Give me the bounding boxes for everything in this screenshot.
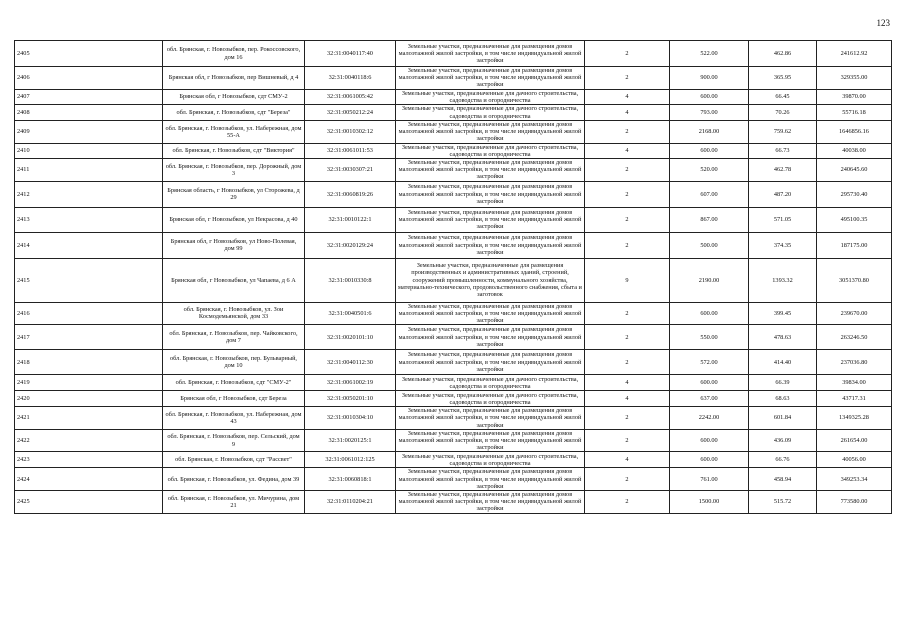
- area-cell: 522.00: [670, 41, 749, 67]
- area-cell: 900.00: [670, 67, 749, 90]
- cadastral-number-cell: 32:31:0050201:10: [305, 391, 396, 407]
- row-number-cell: 2417: [15, 325, 163, 350]
- permitted-use-cell: Земельные участки, предназначенные для размещения домов малоэтажной жилой застройки, в том числе индивидуальной жилой застройки: [396, 181, 585, 207]
- area-cell: 2168.00: [670, 121, 749, 144]
- permitted-use-cell: Земельные участки, предназначенные для размещения домов малоэтажной жилой застройки, в том числе индивидуальной жилой застройки: [396, 232, 585, 258]
- table-row: [15, 468, 892, 491]
- category-cell: 2: [585, 41, 670, 67]
- specific-value-cell: 374.35: [749, 232, 817, 258]
- address-cell: обл. Брянская, г. Новозыбков, сдт "СМУ-2": [163, 375, 305, 391]
- row-number-cell: 2418: [15, 350, 163, 375]
- row-number-cell: 2410: [15, 143, 163, 158]
- area-cell: 637.00: [670, 391, 749, 407]
- table-row: [15, 302, 892, 325]
- row-number-cell: 2416: [15, 302, 163, 325]
- permitted-use-cell: Земельные участки, предназначенные для размещения домов малоэтажной жилой застройки, в том числе индивидуальной жилой застройки: [396, 41, 585, 67]
- permitted-use-cell: Земельные участки, предназначенные для размещения домов малоэтажной жилой застройки, в том числе индивидуальной жилой застройки: [396, 407, 585, 430]
- row-number-cell: 2424: [15, 468, 163, 491]
- specific-value-cell: 414.40: [749, 350, 817, 375]
- area-cell: 500.00: [670, 232, 749, 258]
- area-cell: 793.00: [670, 105, 749, 121]
- category-cell: 2: [585, 207, 670, 232]
- area-cell: 600.00: [670, 143, 749, 158]
- cadastral-number-cell: 32:31:0030307:21: [305, 159, 396, 182]
- cadastral-value-cell: 39834.00: [817, 375, 892, 391]
- cadastral-value-cell: 261654.00: [817, 429, 892, 452]
- specific-value-cell: 66.73: [749, 143, 817, 158]
- row-number-cell: 2415: [15, 258, 163, 302]
- permitted-use-cell: Земельные участки, предназначенные для размещения домов малоэтажной жилой застройки, в том числе индивидуальной жилой застройки: [396, 302, 585, 325]
- specific-value-cell: 759.62: [749, 121, 817, 144]
- table-row: [15, 67, 892, 90]
- area-cell: 550.00: [670, 325, 749, 350]
- cadastral-number-cell: 32:31:0060819:26: [305, 181, 396, 207]
- cadastral-number-cell: 32:31:0020129:24: [305, 232, 396, 258]
- specific-value-cell: 462.78: [749, 159, 817, 182]
- permitted-use-cell: Земельные участки, предназначенные для размещения производственных и административных зданий, строений, сооружений промышленности, коммунального хозяйства, материально-технического, продовольственного снабжения, сбыта и заготовок: [396, 258, 585, 302]
- permitted-use-cell: Земельные участки, предназначенные для размещения домов малоэтажной жилой застройки, в том числе индивидуальной жилой застройки: [396, 207, 585, 232]
- address-cell: Брянская обл, г Новозыбков, сдт Береза: [163, 391, 305, 407]
- table-row: [15, 105, 892, 121]
- category-cell: 2: [585, 350, 670, 375]
- category-cell: 2: [585, 121, 670, 144]
- table-row: [15, 207, 892, 232]
- area-cell: 572.00: [670, 350, 749, 375]
- cadastral-number-cell: 32:31:0110204:21: [305, 491, 396, 514]
- permitted-use-cell: Земельные участки, предназначенные для дачного строительства, садоводства и огородничества: [396, 105, 585, 121]
- row-number-cell: 2408: [15, 105, 163, 121]
- specific-value-cell: 365.95: [749, 67, 817, 90]
- address-cell: Брянская обл, г Новозыбков, сдт СМУ-2: [163, 89, 305, 104]
- row-number-cell: 2421: [15, 407, 163, 430]
- address-cell: Брянская обл, г Новозыбков, ул Чапаева, д 6 А: [163, 258, 305, 302]
- table-row: [15, 258, 892, 302]
- table-body: [15, 41, 892, 514]
- table-row: [15, 391, 892, 407]
- specific-value-cell: 68.63: [749, 391, 817, 407]
- category-cell: 2: [585, 67, 670, 90]
- cadastral-number-cell: 32:31:0020125:1: [305, 429, 396, 452]
- row-number-cell: 2419: [15, 375, 163, 391]
- address-cell: обл. Брянская, г. Новозыбков, пер. Дорожный, дом 3: [163, 159, 305, 182]
- category-cell: 2: [585, 407, 670, 430]
- area-cell: 2190.00: [670, 258, 749, 302]
- row-number-cell: 2405: [15, 41, 163, 67]
- table-row: [15, 325, 892, 350]
- permitted-use-cell: Земельные участки, предназначенные для размещения домов малоэтажной жилой застройки, в том числе индивидуальной жилой застройки: [396, 325, 585, 350]
- cadastral-number-cell: 32:31:0010302:12: [305, 121, 396, 144]
- cadastral-number-cell: 32:31:0040117:40: [305, 41, 396, 67]
- category-cell: 9: [585, 258, 670, 302]
- cadastral-number-cell: 32:31:0040501:6: [305, 302, 396, 325]
- page-number: 123: [876, 18, 890, 28]
- cadastral-value-cell: 43717.31: [817, 391, 892, 407]
- cadastral-value-cell: 187175.00: [817, 232, 892, 258]
- row-number-cell: 2414: [15, 232, 163, 258]
- category-cell: 2: [585, 468, 670, 491]
- cadastral-value-cell: 773580.00: [817, 491, 892, 514]
- cadastral-value-cell: 1646856.16: [817, 121, 892, 144]
- area-cell: 867.00: [670, 207, 749, 232]
- category-cell: 4: [585, 105, 670, 121]
- category-cell: 4: [585, 452, 670, 468]
- area-cell: 600.00: [670, 302, 749, 325]
- row-number-cell: 2407: [15, 89, 163, 104]
- row-number-cell: 2406: [15, 67, 163, 90]
- cadastral-number-cell: 32:31:0050212:24: [305, 105, 396, 121]
- address-cell: обл. Брянская, г. Новозыбков, пер. Бульварный, дом 10: [163, 350, 305, 375]
- cadastral-value-cell: 39870.00: [817, 89, 892, 104]
- category-cell: 2: [585, 429, 670, 452]
- address-cell: обл. Брянская, г. Новозыбков, сдт "Береза": [163, 105, 305, 121]
- specific-value-cell: 478.63: [749, 325, 817, 350]
- cadastral-number-cell: 32:31:0061011:53: [305, 143, 396, 158]
- area-cell: 600.00: [670, 452, 749, 468]
- cadastral-value-cell: 495100.35: [817, 207, 892, 232]
- cadastral-value-cell: 239670.00: [817, 302, 892, 325]
- cadastral-value-cell: 40056.00: [817, 452, 892, 468]
- address-cell: Брянская обл, г Новозыбков, ул Некрасова, д 40: [163, 207, 305, 232]
- category-cell: 4: [585, 391, 670, 407]
- table-row: [15, 429, 892, 452]
- permitted-use-cell: Земельные участки, предназначенные для размещения домов малоэтажной жилой застройки, в том числе индивидуальной жилой застройки: [396, 468, 585, 491]
- cadastral-number-cell: 32:31:0040112:30: [305, 350, 396, 375]
- cadastral-number-cell: 32:31:0010304:10: [305, 407, 396, 430]
- cadastral-value-cell: 241612.92: [817, 41, 892, 67]
- address-cell: обл. Брянская, г. Новозыбков, пер. Рокоссовского, дом 16: [163, 41, 305, 67]
- cadastral-number-cell: 32:31:0061012:125: [305, 452, 396, 468]
- specific-value-cell: 1393.32: [749, 258, 817, 302]
- row-number-cell: 2423: [15, 452, 163, 468]
- permitted-use-cell: Земельные участки, предназначенные для размещения домов малоэтажной жилой застройки, в том числе индивидуальной жилой застройки: [396, 67, 585, 90]
- cadastral-value-cell: 349253.34: [817, 468, 892, 491]
- permitted-use-cell: Земельные участки, предназначенные для дачного строительства, садоводства и огородничества: [396, 143, 585, 158]
- area-cell: 761.00: [670, 468, 749, 491]
- area-cell: 600.00: [670, 375, 749, 391]
- address-cell: обл. Брянская, г. Новозыбков, сдт "Виктория": [163, 143, 305, 158]
- area-cell: 2242.00: [670, 407, 749, 430]
- row-number-cell: 2420: [15, 391, 163, 407]
- cadastral-number-cell: 32:31:0061002:19: [305, 375, 396, 391]
- cadastral-value-cell: 295730.40: [817, 181, 892, 207]
- address-cell: обл. Брянская, г. Новозыбков, ул. Мичурина, дом 21: [163, 491, 305, 514]
- table-row: [15, 121, 892, 144]
- address-cell: обл. Брянская, г. Новозыбков, ул. Набережная, дом 43: [163, 407, 305, 430]
- cadastral-number-cell: 32:31:0061005:42: [305, 89, 396, 104]
- specific-value-cell: 70.26: [749, 105, 817, 121]
- address-cell: обл. Брянская, г. Новозыбков, ул. Зои Космодемьянской, дом 33: [163, 302, 305, 325]
- table-row: [15, 452, 892, 468]
- table-row: [15, 375, 892, 391]
- permitted-use-cell: Земельные участки, предназначенные для дачного строительства, садоводства и огородничества: [396, 89, 585, 104]
- category-cell: 4: [585, 375, 670, 391]
- area-cell: 600.00: [670, 89, 749, 104]
- specific-value-cell: 571.05: [749, 207, 817, 232]
- row-number-cell: 2425: [15, 491, 163, 514]
- table-row: [15, 232, 892, 258]
- cadastral-value-cell: 1349325.28: [817, 407, 892, 430]
- address-cell: обл. Брянская, г. Новозыбков, ул. Федина, дом 39: [163, 468, 305, 491]
- cadastral-number-cell: 32:31:0020101:10: [305, 325, 396, 350]
- specific-value-cell: 66.45: [749, 89, 817, 104]
- table-row: [15, 350, 892, 375]
- category-cell: 2: [585, 181, 670, 207]
- row-number-cell: 2411: [15, 159, 163, 182]
- table-row: [15, 143, 892, 158]
- specific-value-cell: 436.09: [749, 429, 817, 452]
- cadastral-value-cell: 3051370.80: [817, 258, 892, 302]
- row-number-cell: 2413: [15, 207, 163, 232]
- specific-value-cell: 487.20: [749, 181, 817, 207]
- specific-value-cell: 399.45: [749, 302, 817, 325]
- permitted-use-cell: Земельные участки, предназначенные для размещения домов малоэтажной жилой застройки, в том числе индивидуальной жилой застройки: [396, 121, 585, 144]
- permitted-use-cell: Земельные участки, предназначенные для размещения домов малоэтажной жилой застройки, в том числе индивидуальной жилой застройки: [396, 429, 585, 452]
- table-row: [15, 491, 892, 514]
- category-cell: 2: [585, 491, 670, 514]
- table-row: [15, 41, 892, 67]
- table-row: [15, 159, 892, 182]
- address-cell: обл. Брянская, г. Новозыбков, пер. Чайковского, дом 7: [163, 325, 305, 350]
- specific-value-cell: 515.72: [749, 491, 817, 514]
- land-valuation-table: [14, 40, 892, 514]
- table-row: [15, 407, 892, 430]
- permitted-use-cell: Земельные участки, предназначенные для размещения домов малоэтажной жилой застройки, в том числе индивидуальной жилой застройки: [396, 159, 585, 182]
- permitted-use-cell: Земельные участки, предназначенные для дачного строительства, садоводства и огородничества: [396, 452, 585, 468]
- specific-value-cell: 66.76: [749, 452, 817, 468]
- category-cell: 2: [585, 325, 670, 350]
- category-cell: 2: [585, 159, 670, 182]
- cadastral-value-cell: 55716.18: [817, 105, 892, 121]
- cadastral-number-cell: 32:31:0010122:1: [305, 207, 396, 232]
- permitted-use-cell: Земельные участки, предназначенные для размещения домов малоэтажной жилой застройки, в том числе индивидуальной жилой застройки: [396, 491, 585, 514]
- specific-value-cell: 601.84: [749, 407, 817, 430]
- address-cell: Брянская обл, г Новозыбков, пер Вишневый, д 4: [163, 67, 305, 90]
- cadastral-value-cell: 237036.80: [817, 350, 892, 375]
- specific-value-cell: 462.86: [749, 41, 817, 67]
- area-cell: 1500.00: [670, 491, 749, 514]
- address-cell: обл. Брянская, г. Новозыбков, пер. Сельский, дом 9: [163, 429, 305, 452]
- table-row: [15, 181, 892, 207]
- row-number-cell: 2409: [15, 121, 163, 144]
- specific-value-cell: 66.39: [749, 375, 817, 391]
- category-cell: 2: [585, 232, 670, 258]
- address-cell: Брянская обл, г Новозыбков, ул Ново-Полевая, дом 99: [163, 232, 305, 258]
- table-row: [15, 89, 892, 104]
- cadastral-number-cell: 32:31:0040118:6: [305, 67, 396, 90]
- permitted-use-cell: Земельные участки, предназначенные для дачного строительства, садоводства и огородничества: [396, 391, 585, 407]
- category-cell: 2: [585, 302, 670, 325]
- area-cell: 520.00: [670, 159, 749, 182]
- address-cell: обл. Брянская, г. Новозыбков, ул. Набережная, дом 55-А: [163, 121, 305, 144]
- area-cell: 607.00: [670, 181, 749, 207]
- cadastral-value-cell: 240645.60: [817, 159, 892, 182]
- permitted-use-cell: Земельные участки, предназначенные для размещения домов малоэтажной жилой застройки, в том числе индивидуальной жилой застройки: [396, 350, 585, 375]
- area-cell: 600.00: [670, 429, 749, 452]
- address-cell: обл. Брянская, г. Новозыбков, сдт "Рассвет": [163, 452, 305, 468]
- permitted-use-cell: Земельные участки, предназначенные для дачного строительства, садоводства и огородничества: [396, 375, 585, 391]
- row-number-cell: 2422: [15, 429, 163, 452]
- category-cell: 4: [585, 89, 670, 104]
- cadastral-number-cell: 32:31:0010330:8: [305, 258, 396, 302]
- cadastral-value-cell: 263246.50: [817, 325, 892, 350]
- cadastral-value-cell: 40038.00: [817, 143, 892, 158]
- cadastral-number-cell: 32:31:0060818:1: [305, 468, 396, 491]
- row-number-cell: 2412: [15, 181, 163, 207]
- address-cell: Брянская область, г Новозыбков, ул Сторожева, д 29: [163, 181, 305, 207]
- cadastral-value-cell: 329355.00: [817, 67, 892, 90]
- category-cell: 4: [585, 143, 670, 158]
- specific-value-cell: 458.94: [749, 468, 817, 491]
